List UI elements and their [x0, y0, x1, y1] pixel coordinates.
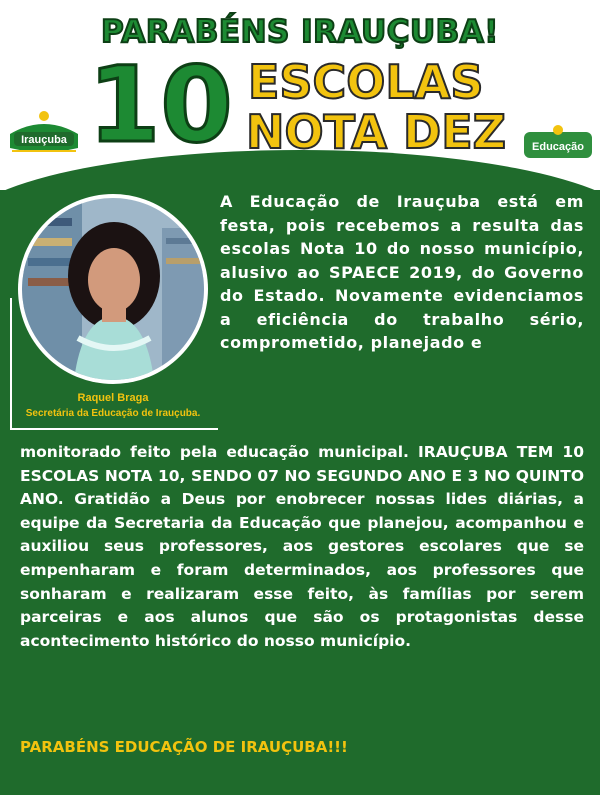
sun-icon: [39, 111, 49, 121]
title-line-1: ESCOLAS: [248, 55, 484, 109]
portrait-frame: [18, 194, 208, 384]
educacao-logo: [524, 122, 592, 160]
big-number: 10: [88, 44, 233, 166]
title-line-2: NOTA DEZ: [246, 105, 506, 159]
caption-name: Raquel Braga: [77, 392, 149, 404]
portrait-photo: [22, 198, 204, 380]
irauçuba-logo: [6, 108, 82, 158]
logo-left-text: Irauçuba: [21, 134, 67, 146]
intro-paragraph: A Educação de Irauçuba está em festa, pois recebemos a resulta das escolas Nota 10 do nosso município, alusivo ao SPAECE 2019, do Governo do Estado. Novamente evidenciamos a eficiência do trabalho sério, comprometido, planejado e: [220, 192, 584, 352]
body-paragraph: monitorado feito pela educação municipal. IRAUÇUBA TEM 10 ESCOLAS NOTA 10, SENDO 07 NO SEGUNDO ANO E 3 NO QUINTO ANO. Gratidão a Deus por enobrecer nossas lides diárias, a equipe da Secretaria da Educação que planejou, acompanhou e auxiliou seus professores, aos gestores escolares que se empenharam e foram determinados, aos professores que sonharam e realizaram esse feito, às famílias por serem parceiras e aos alunos que são os protagonistas desse acontecimento histórico do nosso município.: [20, 443, 584, 650]
headline: PARABÉNS IRAUÇUBA!: [101, 14, 499, 50]
caption-role: Secretária da Educação de Irauçuba.: [25, 408, 201, 419]
logo-right-text: Educação: [532, 141, 584, 153]
closing-line: PARABÉNS EDUCAÇÃO DE IRAUÇUBA!!!: [20, 738, 348, 756]
flower-icon: [553, 125, 563, 135]
